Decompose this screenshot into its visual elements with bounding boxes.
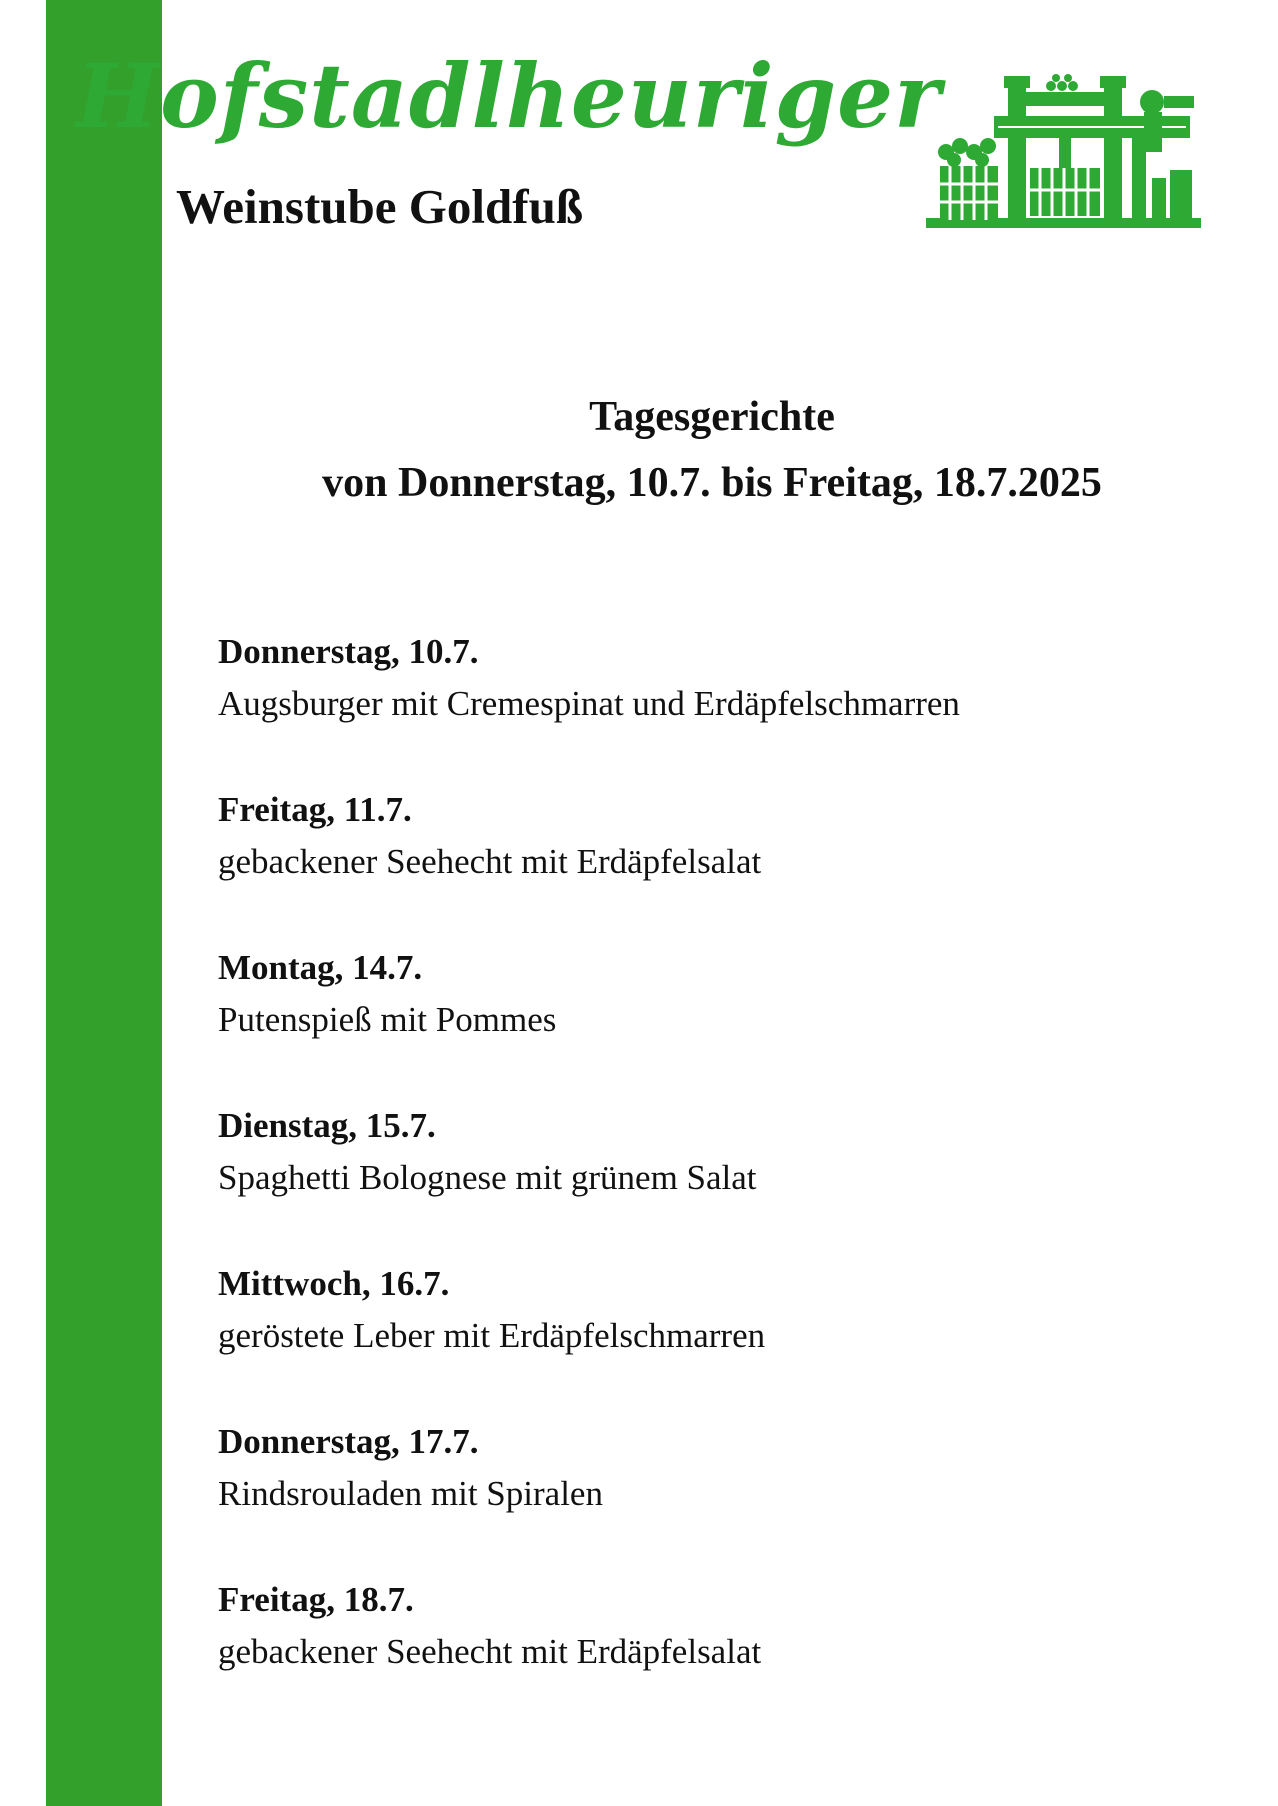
dish-description: Spaghetti Bolognese mit grünem Salat: [218, 1158, 757, 1197]
day-label: Freitag, 18.7.: [218, 1580, 414, 1619]
day-label: Mittwoch, 16.7.: [218, 1264, 450, 1303]
dish-description: gebackener Seehecht mit Erdäpfelsalat: [218, 842, 762, 881]
dish-description: gebackener Seehecht mit Erdäpfelsalat: [218, 1632, 762, 1671]
day-label: Donnerstag, 17.7.: [218, 1422, 479, 1461]
day-label: Dienstag, 15.7.: [218, 1106, 436, 1145]
list-item: [218, 1100, 960, 1258]
list-item: [218, 784, 960, 942]
dish-description: Rindsrouladen mit Spiralen: [218, 1474, 603, 1513]
menu-heading: [162, 384, 1262, 516]
list-item: [218, 1574, 960, 1732]
dish-description: Putenspieß mit Pommes: [218, 1000, 557, 1039]
wine-press-logo-icon: [926, 72, 1201, 234]
list-item: [218, 942, 960, 1100]
dish-description: Augsburger mit Cremespinat und Erdäpfelschmarren: [218, 684, 960, 723]
brand-subtitle: Weinstube Goldfuß: [176, 179, 584, 234]
dish-description: geröstete Leber mit Erdäpfelschmarren: [218, 1316, 766, 1355]
menu-date-range: von Donnerstag, 10.7. bis Freitag, 18.7.2025: [322, 460, 1102, 506]
brand-title: Hofstadlheuriger: [76, 44, 942, 148]
list-item: [218, 1416, 960, 1574]
day-label: Donnerstag, 10.7.: [218, 632, 479, 671]
menu-title: Tagesgerichte: [589, 394, 835, 440]
list-item: [218, 626, 960, 784]
daily-dish-list: [218, 626, 960, 1732]
green-side-bar: [46, 0, 162, 1806]
day-label: Freitag, 11.7.: [218, 790, 412, 829]
day-label: Montag, 14.7.: [218, 948, 423, 987]
list-item: [218, 1258, 960, 1416]
